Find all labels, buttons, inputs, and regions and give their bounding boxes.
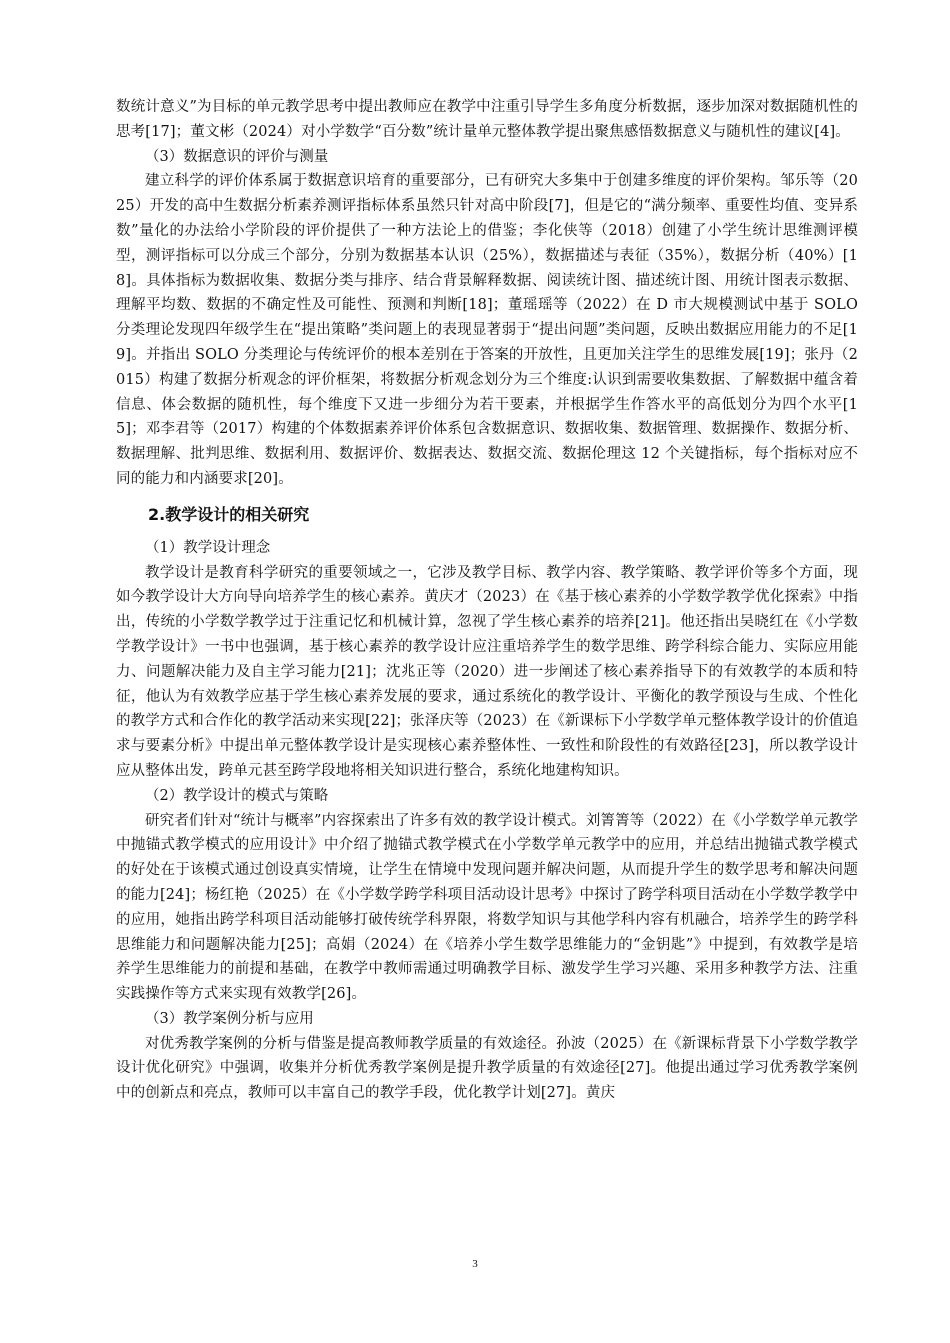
subsection-heading-design-models: （2）教学设计的模式与策略 (145, 787, 329, 804)
opening-paragraph: 数统计意义”为目标的单元教学思考中提出教师应在教学中注重引导学生多角度分析数据，逐步加深对数据随机性的思考[17]；董文彬（2024）对小学数学“百分数”统计量单元整体教学提出聚焦感悟数据意义与随机性的建议[4]。 (116, 99, 858, 140)
section-heading: 2.教学设计的相关研究 (148, 504, 310, 524)
page-number: 3 (472, 1258, 478, 1270)
paragraph-design-concept: 教学设计是教育科学研究的重要领域之一，它涉及教学目标、教学内容、教学策略、教学评价等多个方面，现如今教学设计大方向导向培养学生的核心素养。黄庆才（2023）在《基于核心素养的小学数学教学优化探索》中指出，传统的小学数学教学过于注重记忆和机械计算，忽视了学生核心素养的培养[21]。他还指出吴晓红在《小学数学教学设计》一书中也强调，基于核心素养的教学设计应注重培养学生的数学思维、跨学科综合能力、实际应用能力、问题解决能力及自主学习能力[21]；沈兆正等（2020）进一步阐述了核心素养指导下的有效教学的本质和特征，他认为有效教学应基于学生核心素养发展的要求，通过系统化的教学设计、平衡化的教学预设与生成、个性化的教学方式和合作化的教学活动来实现[22]；张泽庆等（2023）在《新课标下小学数学单元整体教学设计的价值追求与要素分析》中提出单元整体教学设计是实现核心素养整体性、一致性和阶段性的有效路径[23]，所以教学设计应从整体出发，跨单元甚至跨学段地将相关知识进行整合，系统化地建构知识。 (116, 564, 858, 779)
page-body (116, 95, 858, 1106)
subsection-heading-design-concept: （1）教学设计理念 (145, 539, 271, 556)
subsection-heading-case-analysis: （3）教学案例分析与应用 (145, 1010, 314, 1027)
paragraph-data-evaluation: 建立科学的评价体系属于数据意识培育的重要部分，已有研究大多集中于创建多维度的评价架构。邹乐等（2025）开发的高中生数据分析素养测评指标体系虽然只针对高中阶段[7]，但是它的“满分频率、重要性均值、变异系数”量化的办法给小学阶段的评价提供了一种方法论上的借鉴；李化侠等（2018）创建了小学生统计思维测评模型，测评指标可以分成三个部分，分别为数据基本认识（25%），数据描述与表征（35%），数据分析（40%）[18]。具体指标为数据收集、数据分类与排序、结合背景解释数据、阅读统计图、描述统计图、用统计图表示数据、理解平均数、数据的不确定性及可能性、预测和判断[18]；董瑶瑶等（2022）在 D 市大规模测试中基于 SOLO 分类理论发现四年级学生在“提出策略”类问题上的表现显著弱于“提出问题”类问题，反映出数据应用能力的不足[19]。并指出 SOLO 分类理论与传统评价的根本差别在于答案的开放性，且更加关注学生的思维发展[19]；张丹（2015）构建了数据分析观念的评价框架，将数据分析观念划分为三个维度:认识到需要收集数据、了解数据中蕴含着信息、体会数据的随机性，每个维度下又进一步细分为若干要素，并根据学生作答水平的高低划分为四个水平[15]；邓李君等（2017）构建的个体数据素养评价体系包含数据意识、数据收集、数据管理、数据操作、数据分析、数据理解、批判思维、数据利用、数据评价、数据表达、数据交流、数据伦理这 12 个关键指标，每个指标对应不同的能力和内涵要求[20]。 (116, 173, 858, 487)
subsection-heading-data-evaluation: （3）数据意识的评价与测量 (145, 148, 329, 165)
paragraph-design-models: 研究者们针对“统计与概率”内容探索出了许多有效的教学设计模式。刘箐箐等（2022）在《小学数学单元教学中抛锚式教学模式的应用设计》中介绍了抛锚式教学模式在小学数学单元教学中的应用，并总结出抛锚式教学模式的好处在于该模式通过创设真实情境，让学生在情境中发现问题并解决问题，从而提升学生的数学思考和解决问题的能力[24]；杨红艳（2025）在《小学数学跨学科项目活动设计思考》中探讨了跨学科项目活动在小学数学教学中的应用，她指出跨学科项目活动能够打破传统学科界限，将数学知识与其他学科内容有机融合，培养学生的跨学科思维能力和问题解决能力[25]；高娟（2024）在《培养小学生数学思维能力的“金钥匙”》中提到，有效教学是培养学生思维能力的前提和基础，在教学中教师需通过明确教学目标、激发学生学习兴趣、采用多种教学方法、注重实践操作等方式来实现有效教学[26]。 (116, 812, 858, 1003)
paragraph-case-analysis: 对优秀教学案例的分析与借鉴是提高教师教学质量的有效途径。孙波（2025）在《新课标背景下小学数学教学设计优化研究》中强调，收集并分析优秀教学案例是提升教学质量的有效途径[27]。他提出通过学习优秀教学案例中的创新点和亮点，教师可以丰富自己的教学手段，优化教学计划[27]。黄庆 (116, 1035, 858, 1102)
